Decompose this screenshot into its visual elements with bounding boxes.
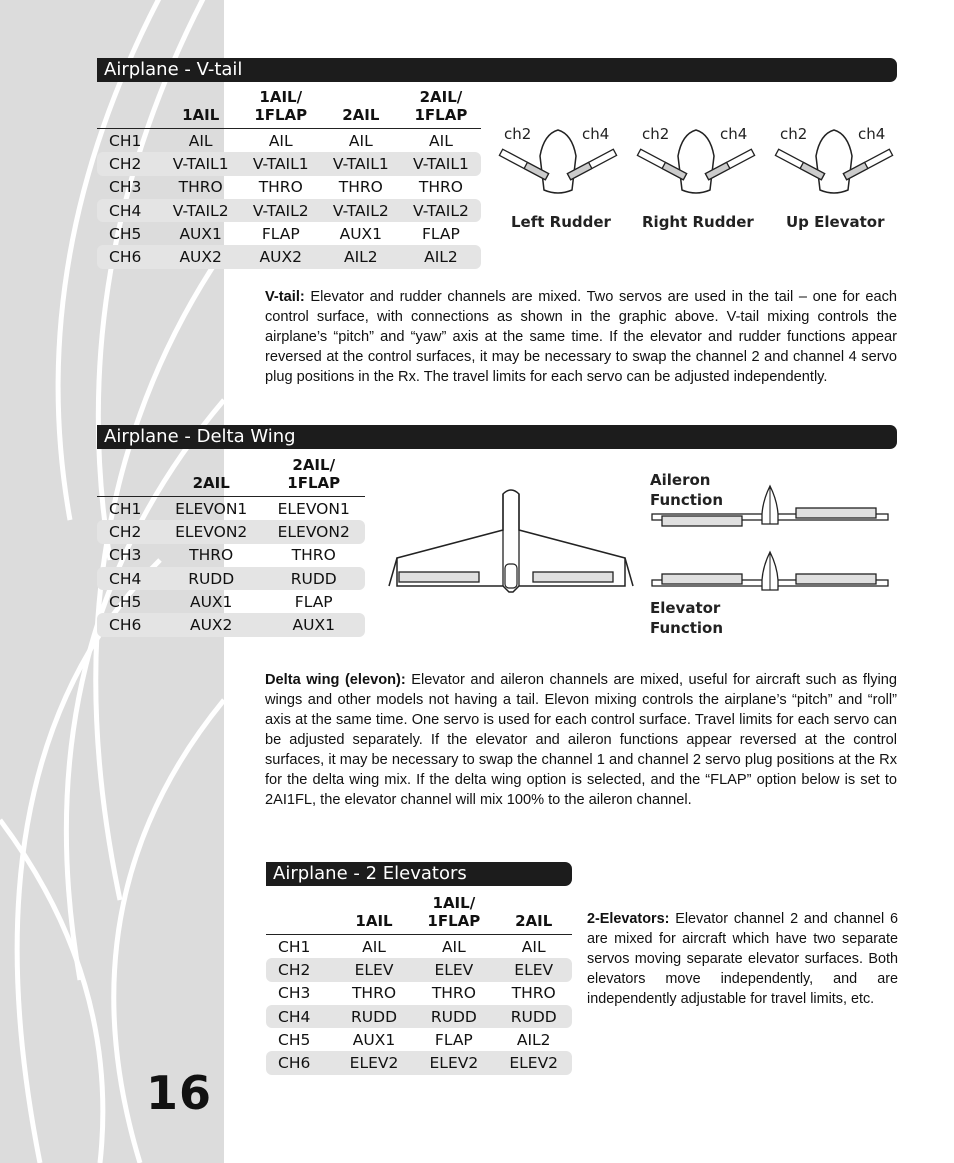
table-cell: AUX2	[160, 613, 263, 636]
table-row	[97, 222, 481, 245]
channel-label: CH5	[278, 1030, 311, 1049]
column-header: 1AIL	[336, 894, 413, 935]
table-cell: V-TAIL1	[401, 152, 481, 175]
vtail-diagram-ch4-label: ch4	[858, 125, 886, 143]
table-cell: V-TAIL2	[321, 199, 401, 222]
table-cell: AIL	[521, 937, 546, 956]
channel-label: CH1	[278, 937, 311, 956]
vtail-fuselage-icon	[772, 120, 897, 200]
elev2-description	[587, 909, 898, 1009]
table-cell: RUDD	[336, 1005, 413, 1028]
vtail-caption-left-rudder: Left Rudder	[511, 213, 611, 231]
table-cell: ELEVON1	[277, 499, 350, 518]
table-row	[97, 567, 365, 590]
channel-label: CH3	[278, 984, 311, 1003]
table-row	[97, 590, 365, 613]
channel-label: CH3	[109, 546, 142, 565]
column-header	[266, 894, 336, 935]
table-cell: FLAP	[294, 592, 333, 611]
table-cell: AUX1	[189, 592, 233, 611]
table-cell: AIL2	[401, 245, 481, 268]
channel-label: CH3	[109, 178, 142, 197]
table-cell: THRO	[511, 984, 556, 1003]
channel-label: CH4	[97, 567, 160, 590]
vtail-desc-text: Elevator and rudder channels are mixed. Two servos are used in the tail – one for each control surface, with connections as shown in the graphic above. V-tail mixing controls the airplane’s “pitch” and “yaw” axis at the same time. If the elevator and rudder functions appear reversed at the control surfaces, it may be necessary to swap the channel 2 and channel 4 servo plug positions in the Rx. The travel limits for each servo can be adjusted independently.	[265, 289, 897, 385]
table-cell: AUX2	[241, 245, 321, 268]
table-cell: THRO	[178, 178, 223, 197]
table-row	[266, 982, 572, 1005]
table-cell: ELEV2	[412, 1051, 495, 1074]
table-cell: ELEV	[336, 958, 413, 981]
table-row	[266, 1005, 572, 1028]
elev2-channel-table	[266, 894, 572, 1075]
channel-label: CH6	[266, 1051, 336, 1074]
table-row	[97, 176, 481, 199]
table-cell: ELEVON1	[175, 499, 248, 518]
table-row	[97, 497, 365, 521]
vtail-diagram-ch4-label: ch4	[582, 125, 610, 143]
column-header: 2AIL	[495, 894, 572, 935]
table-row	[97, 544, 365, 567]
table-cell: AUX1	[339, 224, 383, 243]
table-row	[97, 245, 481, 268]
column-header: 1AIL/ 1FLAP	[412, 894, 495, 935]
table-cell: AUX1	[262, 613, 365, 636]
table-row	[266, 1028, 572, 1051]
table-cell: AIL	[268, 131, 293, 150]
table-cell: V-TAIL2	[161, 199, 241, 222]
table-cell: AIL	[441, 937, 466, 956]
vtail-caption-up-elevator: Up Elevator	[786, 213, 885, 231]
table-cell: THRO	[418, 178, 463, 197]
column-header: 1AIL	[161, 88, 241, 129]
table-cell: V-TAIL1	[241, 152, 321, 175]
channel-label: CH2	[97, 152, 161, 175]
table-cell: THRO	[431, 984, 476, 1003]
channel-label: CH2	[266, 958, 336, 981]
table-cell: ELEV2	[336, 1051, 413, 1074]
table-cell: V-TAIL2	[241, 199, 321, 222]
column-header: 2AIL	[321, 88, 401, 129]
aileron-function-label: Aileron Function	[650, 471, 724, 509]
vtail-diagram-left-rudder	[496, 120, 621, 230]
vtail-description	[265, 287, 897, 387]
vtail-desc-label: V-tail:	[265, 289, 305, 305]
elevator-function-icon	[650, 550, 890, 594]
channel-label: CH6	[97, 613, 160, 636]
section-title-vtail: Airplane - V-tail	[97, 58, 897, 82]
vtail-channel-table	[97, 88, 481, 269]
table-cell: ELEV2	[495, 1051, 572, 1074]
table-cell: RUDD	[495, 1005, 572, 1028]
table-cell: THRO	[258, 178, 303, 197]
delta-channel-table	[97, 456, 365, 637]
table-cell: AUX1	[352, 1030, 396, 1049]
table-cell: FLAP	[422, 224, 460, 243]
table-cell: FLAP	[261, 224, 300, 243]
section-title-delta-wing: Airplane - Delta Wing	[97, 425, 897, 449]
elevator-function-label: Elevator Function	[650, 599, 724, 637]
table-cell: THRO	[338, 178, 383, 197]
vtail-fuselage-icon	[496, 120, 621, 200]
table-cell: ELEVON2	[160, 520, 263, 543]
table-cell: V-TAIL1	[321, 152, 401, 175]
vtail-diagram-up-elevator	[772, 120, 897, 230]
vtail-fuselage-icon	[634, 120, 759, 200]
table-row	[266, 958, 572, 981]
page-number: 16	[146, 1066, 213, 1120]
column-header: 1AIL/ 1FLAP	[241, 88, 321, 129]
table-cell: THRO	[351, 984, 397, 1003]
column-header: 2AIL	[160, 456, 263, 497]
table-cell: AUX2	[161, 245, 241, 268]
table-row	[97, 613, 365, 636]
table-cell: AIL2	[516, 1030, 551, 1049]
table-cell: THRO	[291, 546, 336, 565]
column-header: 2AIL/ 1FLAP	[262, 456, 365, 497]
table-cell: RUDD	[160, 567, 263, 590]
table-row	[97, 199, 481, 222]
vtail-diagram-ch2-label: ch2	[504, 125, 532, 143]
elev2-desc-text: Elevator channel 2 and channel 6 are mixed for aircraft which have two separate servos moving separate elevator surfaces. Both elevators move independently, and are independently adjustable for travel limits, etc.	[587, 911, 898, 1007]
table-cell: THRO	[189, 546, 234, 565]
channel-label: CH1	[109, 131, 142, 150]
table-cell: V-TAIL2	[401, 199, 481, 222]
vtail-caption-right-rudder: Right Rudder	[642, 213, 754, 231]
table-cell: RUDD	[412, 1005, 495, 1028]
channel-label: CH2	[97, 520, 160, 543]
delta-wing-planform-icon	[385, 486, 635, 596]
vtail-diagram-ch4-label: ch4	[720, 125, 748, 143]
delta-desc-label: Delta wing (elevon):	[265, 672, 406, 688]
table-cell: AIL2	[321, 245, 401, 268]
table-row	[266, 1051, 572, 1074]
table-row	[97, 152, 481, 175]
channel-label: CH4	[97, 199, 161, 222]
channel-label: CH4	[266, 1005, 336, 1028]
table-cell: V-TAIL1	[161, 152, 241, 175]
delta-desc-text: Elevator and aileron channels are mixed, useful for aircraft such as flying wings and other models not having a tail. Elevon mixing controls the airplane’s “pitch” and “roll” axis at the same time. One servo is used for each control surface. Travel limits for each servo can be adjusted separately. If the elevator and aileron functions appear reversed at the control surfaces, it may be necessary to swap the channel 1 and channel 2 servo plug positions at the Rx for the delta wing mix. If the delta wing option is selected, and the “FLAP” option below is set to 2AI1FL, the elevator channel will mix 100% to the aileron channel.	[265, 672, 897, 808]
table-cell: AIL	[188, 131, 213, 150]
table-cell: AIL	[348, 131, 373, 150]
vtail-diagram-right-rudder	[634, 120, 759, 230]
aileron-function-icon	[650, 484, 890, 528]
table-cell: FLAP	[434, 1030, 473, 1049]
table-row	[266, 935, 572, 959]
table-cell: ELEVON2	[262, 520, 365, 543]
table-cell: RUDD	[262, 567, 365, 590]
table-cell: ELEV	[412, 958, 495, 981]
elev2-desc-label: 2-Elevators:	[587, 911, 670, 927]
delta-description	[265, 670, 897, 810]
table-cell: AIL	[362, 937, 386, 956]
table-row	[97, 520, 365, 543]
vtail-diagram-ch2-label: ch2	[780, 125, 808, 143]
vtail-diagram-ch2-label: ch2	[642, 125, 670, 143]
table-cell: AIL	[429, 131, 453, 150]
table-cell: AUX1	[179, 224, 222, 243]
column-header	[97, 456, 160, 497]
table-cell: ELEV	[495, 958, 572, 981]
section-title-2-elevators: Airplane - 2 Elevators	[266, 862, 572, 886]
table-row	[97, 129, 481, 153]
channel-label: CH6	[97, 245, 161, 268]
channel-label: CH5	[109, 224, 142, 243]
column-header: 2AIL/ 1FLAP	[401, 88, 481, 129]
channel-label: CH5	[109, 592, 142, 611]
channel-label: CH1	[109, 499, 142, 518]
column-header	[97, 88, 161, 129]
